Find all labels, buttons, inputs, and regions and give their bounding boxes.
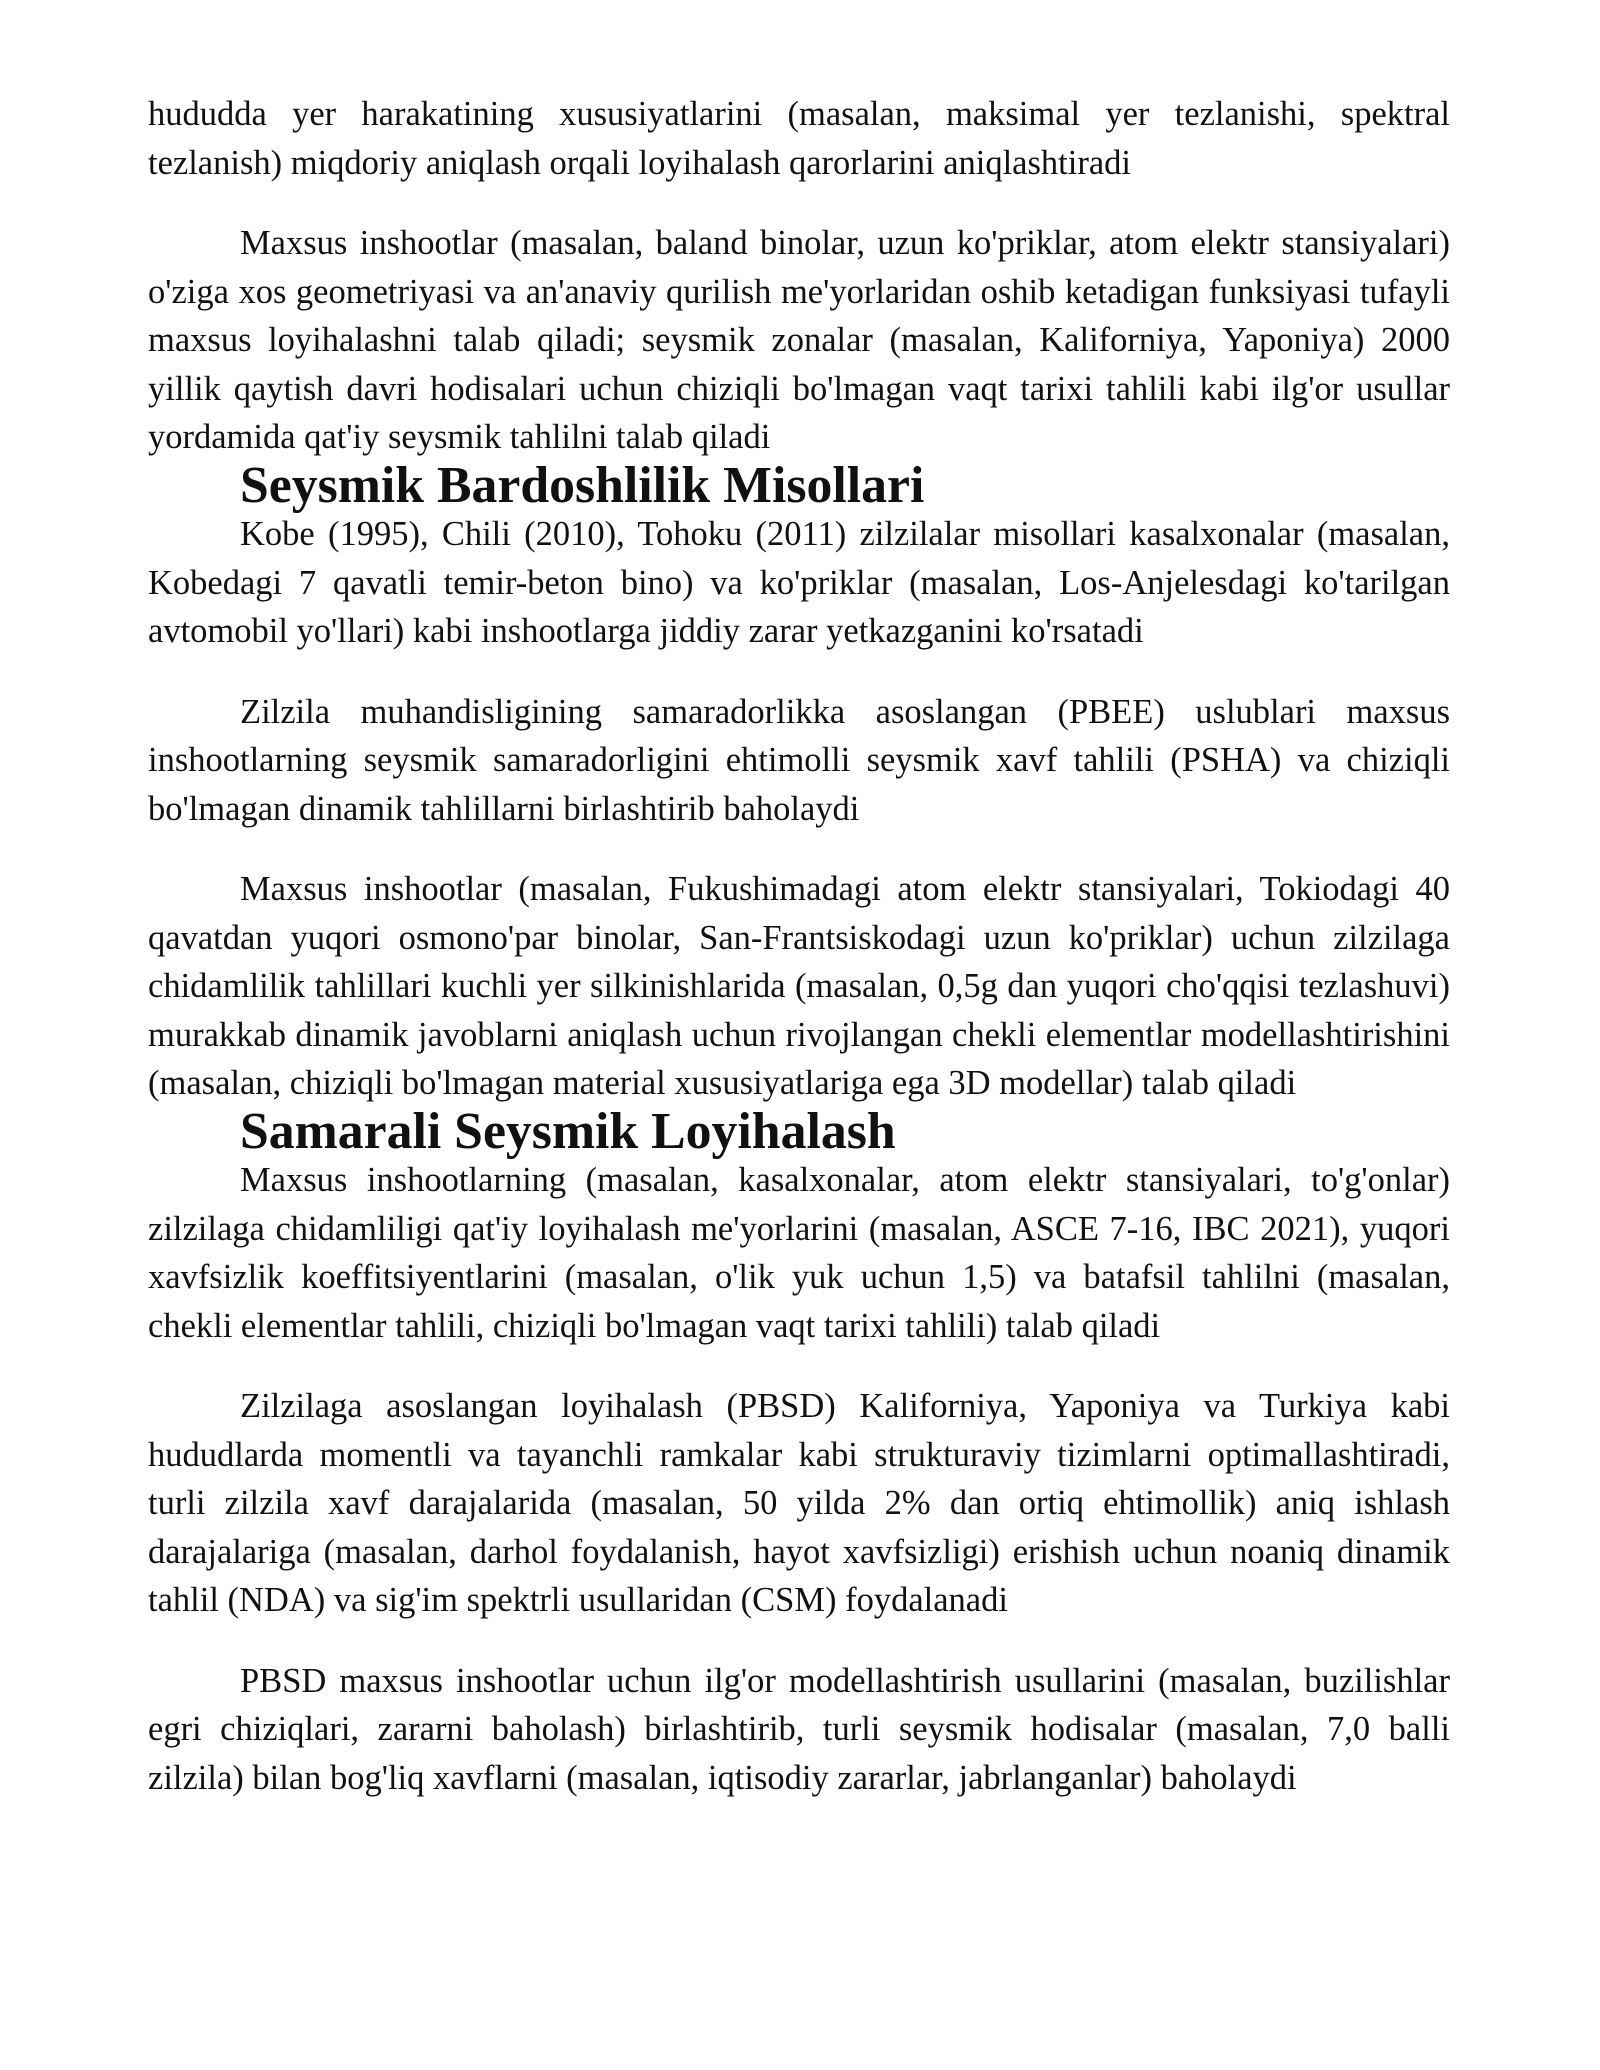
section-heading-seismic-examples: Seysmik Bardoshlilik Misollari bbox=[240, 456, 925, 514]
paragraph-special-structures: Maxsus inshootlar (masalan, baland binolar, uzun ko'priklar, atom elektr stansiyalari) o'ziga xos geometriyasi va an'anaviy qurilish me'yorlaridan oshib ketadigan funksiyasi tufayli maxsus loyihalashni talab qiladi; seysmik zonalar (masalan, Kaliforniya, Yaponiya) 2000 yillik qaytish davri hodisalari uchun chiziqli bo'lmagan vaqt tarixi tahlili kabi ilg'or usullar yordamida qat'iy seysmik tahlilni talab qiladi bbox=[148, 224, 1450, 456]
paragraph-continuation: hududda yer harakatining xususiyatlarini (masalan, maksimal yer tezlanishi, spektral tezlanish) miqdoriy aniqlash orqali loyihalash qarorlarini aniqlashtiradi bbox=[148, 95, 1450, 182]
paragraph-pbsd-modeling: PBSD maxsus inshootlar uchun ilg'or modellashtirish usullarini (masalan, buzilishlar egri chiziqlari, zararni baholash) birlashtirib, turli seysmik hodisalar (masalan, 7,0 balli zilzila) bilan bog'liq xavflarni (masalan, iqtisodiy zararlar, jabrlanganlar) baholaydi bbox=[148, 1661, 1450, 1797]
paragraph-earthquake-examples: Kobe (1995), Chili (2010), Tohoku (2011) zilzilalar misollari kasalxonalar (masalan, Kobedagi 7 qavatli temir-beton bino) va ko'priklar (masalan, Los-Anjelesdagi ko'tarilgan avtomobil yo'llari) kabi inshootlarga jiddiy zarar yetkazganini ko'rsatadi bbox=[148, 515, 1450, 650]
document-page bbox=[148, 90, 1450, 1802]
paragraph-pbsd: Zilzilaga asoslangan loyihalash (PBSD) Kaliforniya, Yaponiya va Turkiya kabi hududlarda momentli va tayanchli ramkalar kabi strukturaviy tizimlarni optimallashtiradi, turli zilzila xavf darajalarida (masalan, 50 yilda 2% dan ortiq ehtimollik) aniq ishlash darajalariga (masalan, darhol foydalanish, hayot xavfsizligi) erishish uchun noaniq dinamik tahlil (NDA) va sig'im spektrli usullaridan (CSM) foydalanadi bbox=[148, 1387, 1450, 1619]
paragraph-resilience-analysis: Maxsus inshootlar (masalan, Fukushimadagi atom elektr stansiyalari, Tokiodagi 40 qavatdan yuqori osmono'par binolar, San-Frantsiskodagi uzun ko'priklar) uchun zilzilaga chidamlilik tahlillari kuchli yer silkinishlarida (masalan, 0,5g dan yuqori cho'qqisi tezlashuvi) murakkab dinamik javoblarni aniqlash uchun rivojlangan chekli elementlar modellashtirishini (masalan, chiziqli bo'lmagan material xususiyatlariga ega 3D modellar) talab qiladi bbox=[148, 870, 1450, 1102]
paragraph-pbee: Zilzila muhandisligining samaradorlikka asoslangan (PBEE) uslublari maxsus inshootlarning seysmik samaradorligini ehtimolli seysmik xavf tahlili (PSHA) va chiziqli bo'lmagan dinamik tahlillarni birlashtirib baholaydi bbox=[148, 692, 1450, 828]
section-heading-seismic-design: Samarali Seysmik Loyihalash bbox=[240, 1102, 896, 1160]
paragraph-design-codes: Maxsus inshootlarning (masalan, kasalxonalar, atom elektr stansiyalari, to'g'onlar) zilzilaga chidamliligi qat'iy loyihalash me'yorlarini (masalan, ASCE 7-16, IBC 2021), yuqori xavfsizlik koeffitsiyentlarini (masalan, o'lik yuk uchun 1,5) va batafsil tahlilni (masalan, chekli elementlar tahlili, chiziqli bo'lmagan vaqt tarixi tahlili) talab qiladi bbox=[148, 1161, 1450, 1345]
